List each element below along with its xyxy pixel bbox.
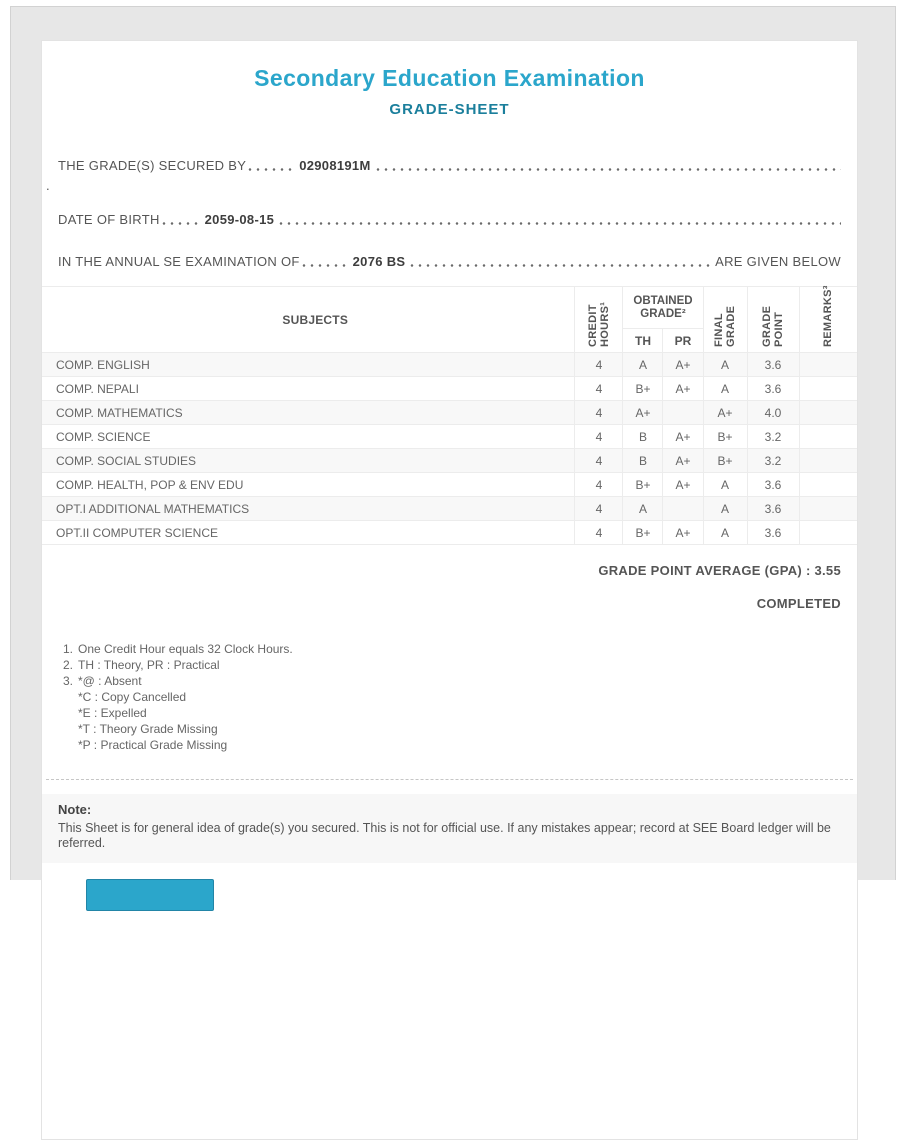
footnote-line: *C : Copy Cancelled xyxy=(78,690,187,704)
remarks-cell xyxy=(799,521,857,545)
examination-suffix: ARE GIVEN BELOW xyxy=(715,254,841,269)
practical-grade-cell xyxy=(663,497,703,521)
footnote-lines xyxy=(78,657,220,673)
remarks-cell xyxy=(799,401,857,425)
final-grade-cell: B+ xyxy=(703,425,747,449)
grade-point-cell: 3.6 xyxy=(747,353,799,377)
footnote-item xyxy=(62,657,841,673)
practical-grade-cell xyxy=(663,401,703,425)
table-row xyxy=(42,521,857,545)
dot-leader xyxy=(246,161,296,174)
secured-by-value: 02908191M xyxy=(299,158,371,173)
footnotes xyxy=(42,641,857,753)
page-title: Secondary Education Examination xyxy=(254,65,645,91)
footnote-line: One Credit Hour equals 32 Clock Hours. xyxy=(78,642,293,656)
theory-grade-cell: B+ xyxy=(623,377,663,401)
subject-cell: COMP. MATHEMATICS xyxy=(42,401,575,425)
remarks-cell xyxy=(799,449,857,473)
credit-hours-header xyxy=(575,287,623,353)
note-text: This Sheet is for general idea of grade(s) you secured. This is not for official use. If any mistakes appear; record at SEE Board ledger will be referred. xyxy=(58,821,831,850)
grade-point-cell: 3.6 xyxy=(747,377,799,401)
final-grade-cell: A xyxy=(703,353,747,377)
grade-point-cell: 4.0 xyxy=(747,401,799,425)
theory-grade-cell: A+ xyxy=(623,401,663,425)
credit-cell: 4 xyxy=(575,449,623,473)
footnote-line: *E : Expelled xyxy=(78,706,147,720)
final-grade-cell: A+ xyxy=(703,401,747,425)
dot-leader xyxy=(160,215,202,228)
theory-grade-cell: A xyxy=(623,497,663,521)
remarks-header xyxy=(799,287,857,353)
footnote-marker: 3. xyxy=(62,674,73,688)
practical-grade-cell: A+ xyxy=(663,473,703,497)
dot-leader xyxy=(300,257,350,270)
date-of-birth-label: DATE OF BIRTH xyxy=(58,212,160,227)
dashed-divider xyxy=(46,779,853,780)
footnote-item xyxy=(62,673,841,753)
final-grade-cell: A xyxy=(703,377,747,401)
credit-cell: 4 xyxy=(575,377,623,401)
credit-cell: 4 xyxy=(575,497,623,521)
footnote-item xyxy=(62,641,841,657)
footnote-line: *P : Practical Grade Missing xyxy=(78,738,228,752)
credit-cell: 4 xyxy=(575,425,623,449)
theory-grade-cell: B+ xyxy=(623,473,663,497)
grade-point-header-label: GRADE POINT xyxy=(761,305,785,347)
practical-grade-cell: A+ xyxy=(663,449,703,473)
practical-grade-cell: A+ xyxy=(663,377,703,401)
grade-point-cell: 3.2 xyxy=(747,449,799,473)
table-header-row xyxy=(42,287,857,329)
secured-by-label: THE GRADE(S) SECURED BY xyxy=(58,158,247,173)
remarks-cell xyxy=(799,425,857,449)
examination-line xyxy=(42,254,857,270)
footnote-lines xyxy=(78,641,293,657)
final-grade-header-label: FINAL GRADE xyxy=(713,305,737,347)
table-row xyxy=(42,473,857,497)
subject-cell: COMP. HEALTH, POP & ENV EDU xyxy=(42,473,575,497)
examination-label: IN THE ANNUAL SE EXAMINATION OF xyxy=(58,254,300,269)
footnote-lines xyxy=(78,673,227,753)
table-row xyxy=(42,401,857,425)
footnote-line: TH : Theory, PR : Practical xyxy=(78,658,220,672)
table-row xyxy=(42,377,857,401)
theory-grade-cell: B xyxy=(623,425,663,449)
final-grade-cell: A xyxy=(703,473,747,497)
footnote-marker: 2. xyxy=(62,658,73,672)
dot-leader xyxy=(277,215,841,228)
page-subtitle: GRADE-SHEET xyxy=(389,101,510,118)
grade-point-cell: 3.6 xyxy=(747,497,799,521)
grade-point-cell: 3.6 xyxy=(747,473,799,497)
theory-grade-cell: B+ xyxy=(623,521,663,545)
subjects-header: SUBJECTS xyxy=(42,287,575,353)
remarks-cell xyxy=(799,473,857,497)
final-grade-header xyxy=(703,287,747,353)
obtained-grade-header: OBTAINED GRADE² xyxy=(623,287,703,329)
subject-cell: OPT.II COMPUTER SCIENCE xyxy=(42,521,575,545)
theory-header: TH xyxy=(623,329,663,353)
table-row xyxy=(42,497,857,521)
footnote-marker: 1. xyxy=(62,642,73,656)
dot-leader xyxy=(374,161,841,174)
remarks-cell xyxy=(799,353,857,377)
bottom-action-button[interactable] xyxy=(86,879,214,911)
final-grade-cell: A xyxy=(703,521,747,545)
credit-cell: 4 xyxy=(575,473,623,497)
credit-cell: 4 xyxy=(575,401,623,425)
remarks-cell xyxy=(799,497,857,521)
wrapped-dot: . xyxy=(46,178,50,193)
final-grade-cell: B+ xyxy=(703,449,747,473)
gpa-summary: GRADE POINT AVERAGE (GPA) : 3.55 xyxy=(598,563,841,578)
grade-point-cell: 3.6 xyxy=(747,521,799,545)
date-of-birth-value: 2059-08-15 xyxy=(204,212,275,227)
grade-sheet-card xyxy=(41,40,858,1140)
theory-grade-cell: B xyxy=(623,449,663,473)
grades-table xyxy=(42,286,857,545)
grade-point-cell: 3.2 xyxy=(747,425,799,449)
remarks-cell xyxy=(799,377,857,401)
footnote-line: *T : Theory Grade Missing xyxy=(78,722,218,736)
footnote-line: *@ : Absent xyxy=(78,674,142,688)
subject-cell: COMP. NEPALI xyxy=(42,377,575,401)
dot-leader xyxy=(408,257,710,270)
practical-grade-cell: A+ xyxy=(663,521,703,545)
date-of-birth-line xyxy=(42,212,857,228)
theory-grade-cell: A xyxy=(623,353,663,377)
status-completed: COMPLETED xyxy=(756,596,841,611)
credit-hours-header-label: CREDIT HOURS¹ xyxy=(586,301,611,347)
subject-cell: COMP. SCIENCE xyxy=(42,425,575,449)
final-grade-cell: A xyxy=(703,497,747,521)
subject-cell: OPT.I ADDITIONAL MATHEMATICS xyxy=(42,497,575,521)
page-backdrop xyxy=(10,6,896,880)
remarks-header-label: REMARKS³ xyxy=(822,285,835,347)
table-row xyxy=(42,353,857,377)
credit-cell: 4 xyxy=(575,521,623,545)
practical-grade-cell: A+ xyxy=(663,425,703,449)
subject-cell: COMP. SOCIAL STUDIES xyxy=(42,449,575,473)
note-label: Note: xyxy=(58,802,92,817)
credit-cell: 4 xyxy=(575,353,623,377)
examination-value: 2076 BS xyxy=(352,254,406,269)
practical-grade-cell: A+ xyxy=(663,353,703,377)
grade-point-header xyxy=(747,287,799,353)
table-row xyxy=(42,449,857,473)
table-row xyxy=(42,425,857,449)
practical-header: PR xyxy=(663,329,703,353)
subject-cell: COMP. ENGLISH xyxy=(42,353,575,377)
note-block xyxy=(42,794,857,863)
secured-by-line xyxy=(42,158,857,174)
